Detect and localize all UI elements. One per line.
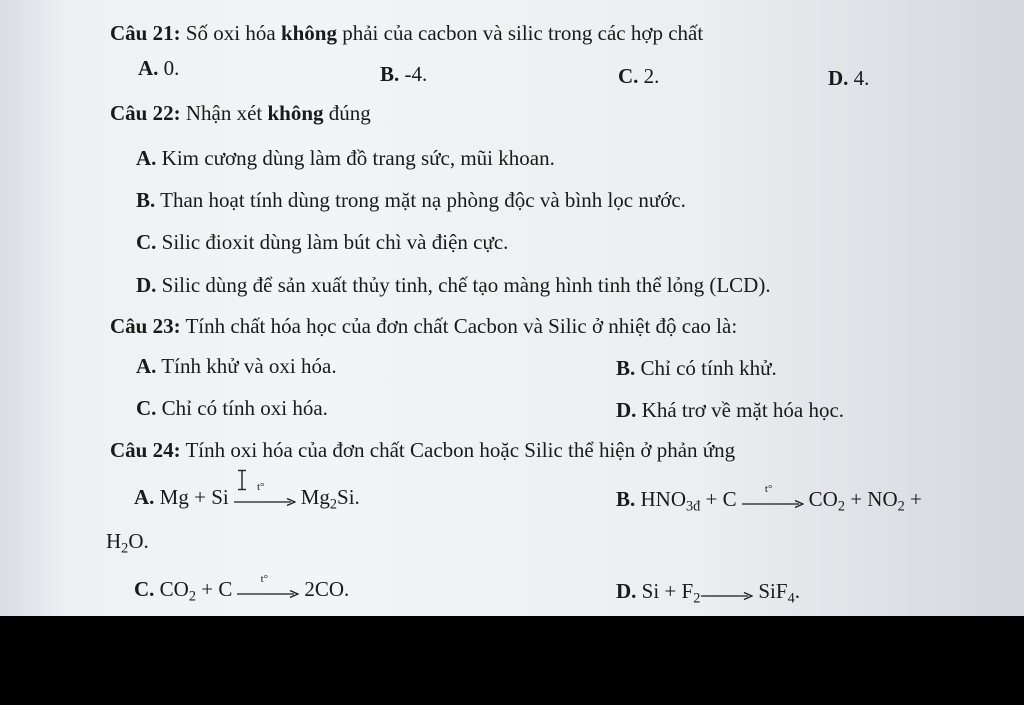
q21-option-c: C. 2. [618,64,660,88]
q22-option-b: B. Than hoạt tính dùng trong mặt nạ phòng độc và bình lọc nước. [136,188,686,212]
q24-option-b: B. $HNO_{3đ} + C$ t° $CO_2 + NO_2$ + [616,483,922,515]
q22-option-c: C. Silic đioxit dùng làm bút chì và điện cực. [136,230,509,254]
question-21-label: Câu 21: [110,21,181,45]
question-21: Câu 21: Số oxi hóa không phải của cacbon và silic trong các hợp chất [110,21,704,45]
q22-option-a: A. Kim cương dùng làm đồ trang sức, mũi khoan. [136,146,555,170]
question-24: Câu 24: Tính oxi hóa của đơn chất Cacbon hoặc Silic thể hiện ở phản ứng [110,438,736,462]
q24-option-c: C. $CO_2 + C$ t° 2CO. [134,573,350,605]
q21-option-d: D. 4. [828,66,870,90]
text-cursor-icon [236,469,248,491]
reaction-arrow: t° [237,581,299,601]
q24-option-a: A. Mg + Si t° $Mg_2Si$. [134,481,360,513]
question-24-label: Câu 24: [110,438,181,462]
q23-option-b: B. Chỉ có tính khử. [616,356,777,380]
q21-option-b: B. -4. [380,62,428,86]
q22-option-d: D. Silic dùng để sản xuất thủy tinh, chế tạo màng hình tinh thể lỏng (LCD). [136,273,771,297]
q23-option-d: D. Khá trơ về mặt hóa học. [616,398,845,422]
q23-option-c: C. Chỉ có tính oxi hóa. [136,396,328,420]
q23-option-a: A. Tính khử và oxi hóa. [136,354,337,378]
reaction-arrow [701,583,753,603]
question-23: Câu 23: Tính chất hóa học của đơn chất Cacbon và Silic ở nhiệt độ cao là: [110,314,738,338]
black-bottom-band [0,616,1024,705]
q24-option-b-continued: $H_2O$. [106,529,149,557]
question-22: Câu 22: Nhận xét không đúng [110,101,371,125]
q24-option-d: D. $Si + F_2$ SiF$_4$. [616,579,800,607]
reaction-arrow: t° [742,491,804,511]
question-22-label: Câu 22: [110,101,181,125]
q21-option-a: A. 0. [138,56,180,80]
question-23-label: Câu 23: [110,314,181,338]
reaction-arrow: t° [234,489,296,509]
